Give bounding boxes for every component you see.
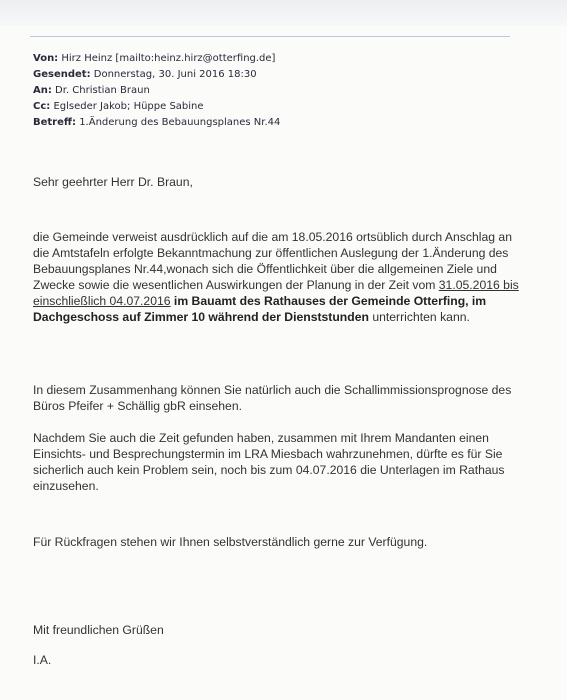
paragraph-appointment: Nachdem Sie auch die Zeit gefunden haben, zusammen mit Ihrem Mandanten einen Einsichts- und Besprechungstermin im LRA Miesbach wahrzunehmen, dürfte es für Sie sicherlich auch kein Problem sein, noch bis zum 04.07.2016 die Unterlagen im Rathaus einzusehen. <box>33 431 505 493</box>
to-row <box>33 83 280 99</box>
to-value: Dr. Christian Braun <box>55 85 150 96</box>
header-divider <box>30 36 510 37</box>
to-label: An: <box>33 85 52 96</box>
para1-location: im Bauamt des Rathauses der Gemeinde Otterfing, im Dachgeschoss auf Zimmer 10 während der Dienststunden <box>33 294 487 324</box>
sent-value: Donnerstag, 30. Juni 2016 18:30 <box>93 69 257 80</box>
paragraph-noise-forecast: In diesem Zusammenhang können Sie natürlich auch die Schallimmissionsprognose des Büros Pfeifer + Schällig gbR einsehen. <box>33 383 512 413</box>
closing: Mit freundlichen Grüßen <box>33 623 164 637</box>
from-row <box>33 51 280 67</box>
cc-label: Cc: <box>33 101 51 112</box>
para1-date-range: 31.05.2016 bis einschließlich 04.07.2016 <box>33 278 519 308</box>
scan-header-bleed <box>0 0 567 26</box>
subject-row <box>33 115 280 131</box>
paragraph-questions: Für Rückfragen stehen wir Ihnen selbstverständlich gerne zur Verfügung. <box>33 535 428 549</box>
from-value: Hirz Heinz [mailto:heinz.hirz@otterfing.de] <box>61 53 276 64</box>
subject-value: 1.Änderung des Bebauungsplanes Nr.44 <box>79 117 281 128</box>
from-label: Von: <box>33 53 59 64</box>
para1-text: die Gemeinde verweist ausdrücklich auf die am 18.05.2016 ortsüblich durch Anschlag an die Amtstafeln erfolgte Bekanntmachung zur öffentlichen Auslegung der 1.Änderung des Bebauungsplanes Nr.44,wonach sich die Öffentlichkeit über die allgemeinen Ziele und Zwecke sowie die wesentlichen Auswirkungen der Planung in der Zeit vom <box>33 230 512 292</box>
para1-end: unterrichten kann. <box>368 310 470 324</box>
signature: I.A. <box>33 653 52 667</box>
cc-row <box>33 99 280 115</box>
sent-label: Gesendet: <box>33 69 91 80</box>
salutation: Sehr geehrter Herr Dr. Braun, <box>33 175 193 189</box>
paragraph-announcement <box>33 229 523 325</box>
cc-value: Eglseder Jakob; Hüppe Sabine <box>53 101 204 112</box>
subject-label: Betreff: <box>33 117 76 128</box>
sent-row <box>33 67 280 83</box>
email-header <box>33 51 280 131</box>
